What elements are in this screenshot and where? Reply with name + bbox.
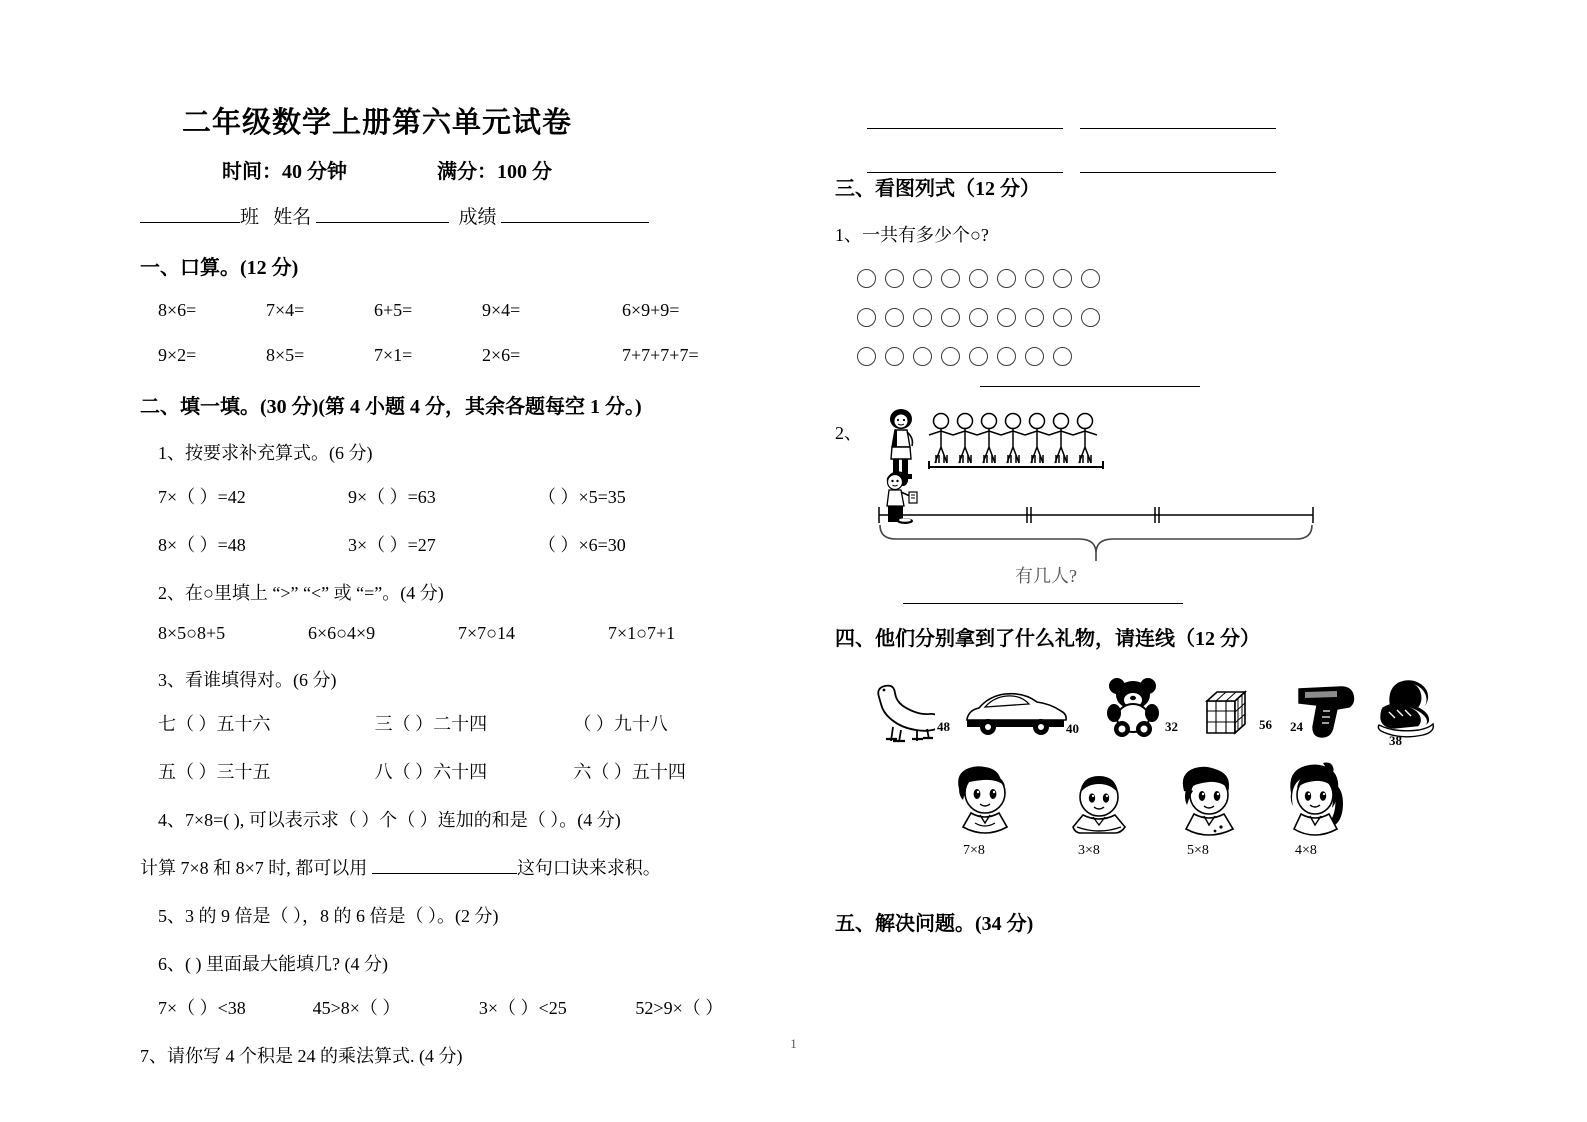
- circle-icon: [857, 308, 876, 327]
- max-fill-problem: 3×（ ）<25: [478, 998, 567, 1018]
- boy-short-icon[interactable]: [1061, 769, 1137, 845]
- chinese-numeral-problem: （ ）九十八: [573, 714, 668, 734]
- total-score-label: 满分：100 分: [437, 161, 552, 183]
- chinese-numeral-problem: 五（ ）三十五: [158, 762, 271, 782]
- max-fill-problem: 52>9×（ ）: [635, 998, 724, 1018]
- s3-q1-label: 1、一共有多少个○?: [835, 225, 989, 245]
- max-fill-problem: 45>8×（ ）: [312, 998, 401, 1018]
- toy-tag: 48: [937, 719, 950, 734]
- circle-icon: [941, 347, 960, 366]
- class-blank[interactable]: [140, 205, 240, 223]
- s2-item1-row-1: [158, 483, 790, 509]
- fill-problem: 3×（ ）=27: [348, 535, 436, 555]
- toy-gun-icon[interactable]: [1297, 679, 1363, 741]
- chinese-numeral-problem: 八（ ）六十四: [374, 762, 488, 782]
- boy-curly-icon[interactable]: [947, 763, 1023, 843]
- circle-icon: [885, 269, 904, 288]
- circle-icon: [857, 269, 876, 288]
- fill-problem: （ ）×5=35: [538, 487, 626, 507]
- oral-problem: 7+7+7+7=: [622, 345, 699, 365]
- s2-item3-row-1: [158, 710, 790, 736]
- name-label: 姓名: [273, 207, 312, 228]
- fill-problem: 9×（ ）=63: [348, 487, 436, 507]
- kid-tag: 3×8: [1078, 843, 1100, 858]
- max-fill-problem: 7×（ ）<38: [158, 998, 246, 1018]
- circle-icon: [1081, 308, 1100, 327]
- oral-calc-row-2: [158, 345, 790, 366]
- s2-item2-label: 2、在○里填上 “>” “<” 或 “=”。(4 分): [158, 583, 444, 603]
- s2-item2-row: [158, 623, 790, 644]
- oral-problem: 6+5=: [374, 300, 413, 320]
- time-label: 时间：40 分钟: [222, 161, 347, 183]
- s2-item4-text-before: 计算 7×8 和 8×7 时, 都可以用: [140, 858, 368, 878]
- grade-label: 成绩: [458, 207, 497, 228]
- name-blank[interactable]: [316, 205, 449, 223]
- oral-problem: 9×4=: [482, 300, 521, 320]
- s2-item7-text: 7、请你写 4 个积是 24 的乘法算式. (4 分): [140, 1046, 463, 1066]
- section-5-heading: 五、解决问题。(34 分): [835, 913, 1034, 935]
- kid-tag: 7×8: [963, 843, 985, 858]
- circle-icon: [885, 308, 904, 327]
- kid-tag: 5×8: [1187, 843, 1209, 858]
- left-column: [140, 100, 790, 1090]
- answer-blank-lines: [835, 100, 1435, 172]
- toy-tag: 56: [1259, 717, 1272, 732]
- gift-matching-block: [835, 671, 1435, 881]
- circle-icon: [1053, 347, 1072, 366]
- rubiks-cube-icon[interactable]: [1203, 689, 1255, 739]
- section-2-heading: 二、填一填。(30 分)(第 4 小题 4 分，其余各题每空 1 分。): [140, 396, 642, 418]
- mnemonic-blank[interactable]: [372, 856, 517, 874]
- number-line-brace-diagram: [877, 499, 1317, 594]
- answer-blank-3[interactable]: [867, 172, 1063, 173]
- teddy-bear-icon[interactable]: [1103, 677, 1163, 741]
- fill-problem: 7×（ ）=42: [158, 487, 246, 507]
- circle-icon: [885, 347, 904, 366]
- class-label: 班: [240, 207, 260, 228]
- s2-item3-row-2: [158, 758, 790, 784]
- student-id-line: [140, 202, 790, 229]
- oral-problem: 2×6=: [482, 345, 521, 365]
- circle-icon: [969, 308, 988, 327]
- circle-row-3: [857, 347, 1435, 366]
- circle-icon: [997, 269, 1016, 288]
- circle-icon: [1053, 308, 1072, 327]
- page-number: 1: [790, 1036, 797, 1051]
- circle-icon: [969, 269, 988, 288]
- oral-calc-row-1: [158, 300, 790, 321]
- answer-blank-2[interactable]: [1080, 128, 1276, 129]
- oral-problem: 7×4=: [266, 300, 305, 320]
- compare-problem: 7×7○14: [458, 623, 516, 643]
- s2-item1-row-2: [158, 531, 790, 557]
- answer-blank-1[interactable]: [867, 128, 1063, 129]
- circle-icon: [1025, 347, 1044, 366]
- circle-icon: [997, 308, 1016, 327]
- s2-item5-text: 5、3 的 9 倍是（ ），8 的 6 倍是（ ）。(2 分): [158, 906, 499, 926]
- circle-icon: [1081, 269, 1100, 288]
- circle-icon: [969, 347, 988, 366]
- s2-item4-text: 4、7×8=( ), 可以表示求（ ）个（ ）连加的和是（ ）。(4 分): [158, 810, 621, 830]
- circle-icon: [997, 347, 1016, 366]
- s2-item6-label: 6、( ) 里面最大能填几? (4 分): [158, 954, 388, 974]
- toy-tag: 24: [1290, 719, 1303, 734]
- circle-icon: [913, 308, 932, 327]
- circle-icon: [1025, 269, 1044, 288]
- answer-blank-4[interactable]: [1080, 172, 1276, 173]
- s3-q2-question: 有几人?: [1015, 566, 1077, 586]
- circle-row-1: [857, 269, 1435, 288]
- boy-messy-icon[interactable]: [1171, 763, 1247, 843]
- girl-ponytail-icon[interactable]: [1279, 759, 1355, 843]
- chinese-numeral-problem: 三（ ）二十四: [374, 714, 488, 734]
- circle-icon: [857, 347, 876, 366]
- s2-item4-formula-line: [140, 854, 790, 880]
- compare-problem: 8×5○8+5: [158, 623, 226, 643]
- grade-blank[interactable]: [501, 205, 649, 223]
- chinese-numeral-problem: 七（ ）五十六: [158, 714, 271, 734]
- car-icon[interactable]: [963, 685, 1068, 737]
- section-3-heading: 三、看图列式（12 分）: [835, 178, 1040, 200]
- fill-problem: 8×（ ）=48: [158, 535, 246, 555]
- s2-item6-row: [158, 994, 790, 1020]
- s2-item3-label: 3、看谁填得对。(6 分): [158, 670, 337, 690]
- s3-q2-label: 2、: [835, 423, 862, 443]
- s2-item1-label: 1、按要求补充算式。(6 分): [158, 443, 373, 463]
- dinosaur-icon[interactable]: [865, 679, 935, 745]
- chinese-numeral-problem: 六（ ）五十四: [573, 762, 686, 782]
- circle-icon: [1053, 269, 1072, 288]
- oral-problem: 8×5=: [266, 345, 305, 365]
- section-1-heading: 一、口算。(12 分): [140, 257, 299, 279]
- oral-problem: 9×2=: [158, 345, 197, 365]
- circle-icon: [913, 269, 932, 288]
- oral-problem: 8×6=: [158, 300, 197, 320]
- exam-meta-line: [140, 155, 790, 184]
- stick-figure-group-icon: [927, 411, 1111, 473]
- s3-q1-answer-blank[interactable]: [980, 386, 1200, 387]
- toy-tag: 40: [1066, 721, 1079, 736]
- compare-problem: 7×1○7+1: [608, 623, 676, 643]
- section-4-heading: 四、他们分别拿到了什么礼物，请连线（12 分）: [835, 628, 1260, 650]
- circle-icon: [941, 308, 960, 327]
- s3-q2-block: [835, 407, 1435, 622]
- s2-item4-text-after: 这句口诀来求积。: [516, 858, 661, 878]
- oral-problem: 6×9+9=: [622, 300, 680, 320]
- kid-tag: 4×8: [1295, 843, 1317, 858]
- oral-problem: 7×1=: [374, 345, 413, 365]
- page-title: 二年级数学上册第六单元试卷: [182, 107, 573, 139]
- toy-tag: 38: [1389, 733, 1402, 748]
- sneakers-icon[interactable]: [1373, 675, 1439, 741]
- toy-tag: 32: [1165, 719, 1178, 734]
- circle-icon: [913, 347, 932, 366]
- fill-problem: （ ）×6=30: [538, 535, 626, 555]
- s3-q2-answer-blank[interactable]: [903, 603, 1183, 604]
- right-column: [835, 100, 1435, 956]
- circle-row-2: [857, 308, 1435, 327]
- circle-icon: [1025, 308, 1044, 327]
- compare-problem: 6×6○4×9: [308, 623, 376, 643]
- circle-icon: [941, 269, 960, 288]
